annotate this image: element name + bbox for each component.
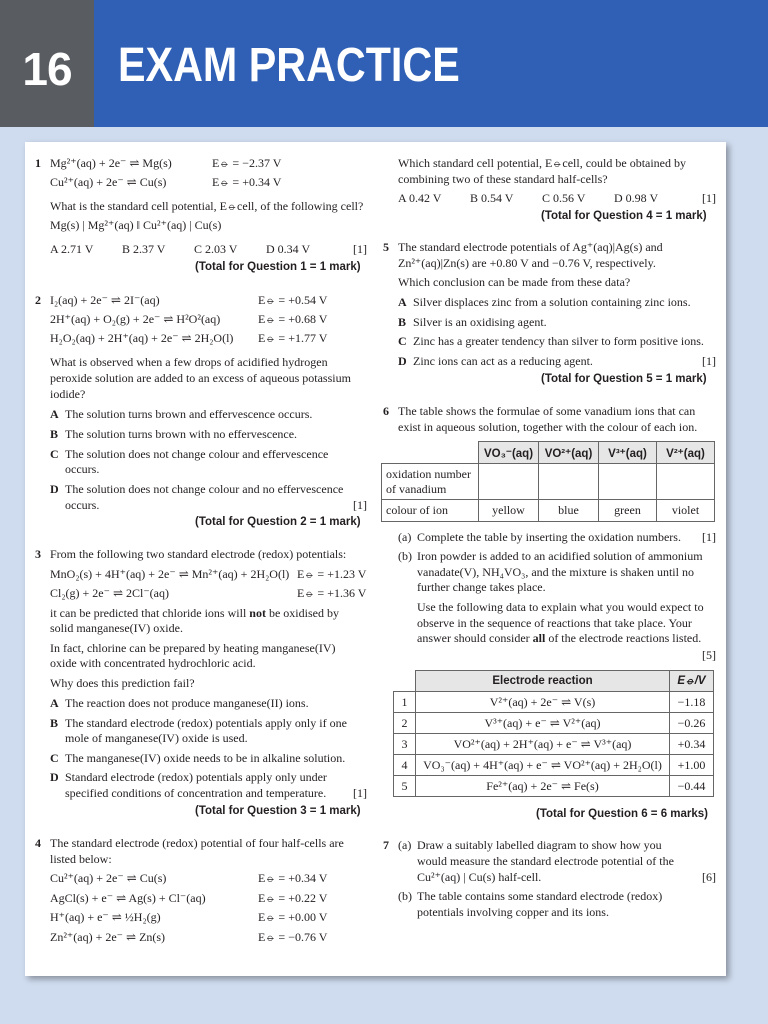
table-header-row — [382, 442, 715, 464]
part-a-text: Cu²⁺(aq) | Cu(s) half-cell. — [417, 870, 542, 884]
option-letter: C — [398, 334, 407, 348]
part-label: (b) — [398, 889, 412, 903]
part-a-text: Draw a suitably labelled diagram to show how you — [417, 838, 662, 852]
option-letter: A — [50, 407, 59, 421]
electrode-potential: E⦵ = +0.00 V — [258, 910, 328, 924]
chapter-header — [0, 0, 768, 127]
part-b-text: Use the following data to explain what you would expect to — [417, 600, 704, 614]
fact-text: oxide with concentrated hydrochloric acid. — [50, 656, 256, 670]
oxidation-number-cell[interactable] — [657, 464, 715, 500]
question-stem: exist in aqueous solution, together with the colour of each ion. — [398, 420, 698, 434]
row-number: 3 — [394, 734, 416, 755]
half-equation: MnO₂(s) + 4H⁺(aq) + 2e⁻ ⇌ Mn²⁺(aq) + 2H₂O(l) — [50, 567, 290, 581]
potential-value: −0.44 — [670, 776, 714, 797]
table-header: VO²⁺(aq) — [539, 442, 599, 464]
colour-cell: green — [599, 500, 657, 522]
mark-allocation: [6] — [702, 870, 716, 884]
table-header: Electrode reaction — [416, 671, 670, 692]
row-label: colour of ion — [382, 500, 479, 522]
question-total: (Total for Question 3 = 1 mark) — [195, 805, 361, 817]
table-row — [382, 464, 715, 500]
option-c[interactable]: The solution does not change colour and effervescence — [65, 447, 329, 461]
question-number: 3 — [35, 547, 41, 561]
option-a[interactable]: Silver displaces zinc from a solution containing zinc ions. — [413, 295, 691, 309]
option-c[interactable]: C 0.56 V — [542, 191, 586, 205]
electrode-potential: E⦵ = +1.36 V — [297, 586, 367, 600]
option-d-cont: specified conditions of concentration and temperature. — [65, 786, 327, 800]
mark-allocation: [1] — [353, 498, 367, 512]
electrode-potential: E⦵ = +1.23 V — [297, 567, 367, 581]
half-equation: Cu²⁺(aq) + 2e⁻ ⇌ Cu(s) — [50, 175, 167, 189]
electrode-reaction: VO₃⁻(aq) + 4H⁺(aq) + e⁻ ⇌ VO²⁺(aq) + 2H₂O(l) — [416, 755, 670, 776]
option-letter: D — [398, 354, 407, 368]
question-number: 5 — [383, 240, 389, 254]
option-b-cont: mole of manganese(IV) oxide is used. — [65, 731, 248, 745]
option-a[interactable]: The solution turns brown and effervescence occurs. — [65, 407, 313, 421]
mark-allocation: [1] — [353, 786, 367, 800]
option-a[interactable]: A 0.42 V — [398, 191, 442, 205]
half-equation: AgCl(s) + e⁻ ⇌ Ag(s) + Cl⁻(aq) — [50, 891, 206, 905]
part-b-text: Iron powder is added to an acidified solution of ammonium — [417, 549, 703, 563]
part-b-text: vanadate(V), NH₄VO₃, and the mixture is shaken until no — [417, 565, 694, 579]
table-row — [394, 692, 714, 713]
half-equation: I₂(aq) + 2e⁻ ⇌ 2I⁻(aq) — [50, 293, 160, 307]
electrode-potential: E⦵ = +0.22 V — [258, 891, 328, 905]
part-a-text: would measure the standard electrode potential of the — [417, 854, 674, 868]
question-stem: combining two of these standard half-cells? — [398, 172, 608, 186]
cell-diagram: Mg(s) | Mg²⁺(aq) ‖ Cu²⁺(aq) | Cu(s) — [50, 218, 222, 232]
half-equation: Cl₂(g) + 2e⁻ ⇌ 2Cl⁻(aq) — [50, 586, 169, 600]
row-number: 1 — [394, 692, 416, 713]
colour-cell: blue — [539, 500, 599, 522]
table-row — [394, 713, 714, 734]
question-prompt: Why does this prediction fail? — [50, 676, 195, 690]
part-label: (a) — [398, 838, 412, 852]
row-number: 4 — [394, 755, 416, 776]
table-row — [382, 500, 715, 522]
question-stem: Which conclusion can be made from these data? — [398, 275, 631, 289]
electrode-potential: E⦵ = −0.76 V — [258, 930, 328, 944]
question-number: 4 — [35, 836, 41, 850]
question-stem: iodide? — [50, 387, 86, 401]
row-number: 5 — [394, 776, 416, 797]
potential-value: +0.34 — [670, 734, 714, 755]
chapter-number: 16 — [0, 0, 94, 127]
oxidation-number-cell[interactable] — [539, 464, 599, 500]
mark-allocation: [5] — [702, 648, 716, 662]
table-header: VO₃⁻(aq) — [479, 442, 539, 464]
chapter-title: EXAM PRACTICE — [118, 39, 460, 92]
potential-value: −1.18 — [670, 692, 714, 713]
table-row — [394, 776, 714, 797]
option-letter: B — [398, 315, 407, 329]
half-equation: H₂O₂(aq) + 2H⁺(aq) + 2e⁻ ⇌ 2H₂O(l) — [50, 331, 234, 345]
question-total: (Total for Question 2 = 1 mark) — [195, 516, 361, 528]
option-b[interactable]: B 2.37 V — [122, 242, 166, 256]
electrode-reaction: V³⁺(aq) + e⁻ ⇌ V²⁺(aq) — [416, 713, 670, 734]
mark-allocation: [1] — [353, 242, 367, 256]
option-letter: C — [50, 447, 59, 461]
table-corner — [382, 442, 479, 464]
row-number: 2 — [394, 713, 416, 734]
question-stem: Zn²⁺(aq)|Zn(s) are +0.80 V and −0.76 V, respectively. — [398, 256, 656, 270]
option-d[interactable]: Zinc ions can act as a reducing agent. — [413, 354, 593, 368]
question-stem: From the following two standard electrode (redox) potentials: — [50, 547, 347, 561]
electrode-potential: E⦵ = −2.37 V — [212, 156, 282, 170]
potential-value: +1.00 — [670, 755, 714, 776]
table-row — [394, 755, 714, 776]
table-header: V³⁺(aq) — [599, 442, 657, 464]
question-stem: The standard electrode (redox) potential of four half-cells are — [50, 836, 344, 850]
table-corner — [394, 671, 416, 692]
electrode-potential: E⦵ = +0.68 V — [258, 312, 328, 326]
half-equation: Cu²⁺(aq) + 2e⁻ ⇌ Cu(s) — [50, 871, 167, 885]
option-c-cont: occurs. — [65, 462, 100, 476]
part-b-text: observe in the sequence of reactions that take place. Your — [417, 616, 692, 630]
electrode-potential: E⦵ = +1.77 V — [258, 331, 328, 345]
option-d[interactable]: D 0.98 V — [614, 191, 659, 205]
mark-allocation: [1] — [702, 530, 716, 544]
prediction-text: solid manganese(IV) oxide. — [50, 621, 183, 635]
question-stem: The table shows the formulae of some vanadium ions that can — [398, 404, 696, 418]
option-letter: B — [50, 427, 59, 441]
question-stem: peroxide solution are added to an excess of aqueous potassium — [50, 371, 351, 385]
option-a[interactable]: The reaction does not produce manganese(II) ions. — [65, 696, 309, 710]
prediction-text: it can be predicted that chloride ions will not be oxidised by — [50, 606, 339, 620]
fact-text: In fact, chlorine can be prepared by heating manganese(IV) — [50, 641, 336, 655]
table-header-row — [394, 671, 714, 692]
option-letter: A — [50, 696, 59, 710]
option-letter: B — [50, 716, 59, 730]
question-total: (Total for Question 1 = 1 mark) — [195, 261, 361, 273]
option-d[interactable]: The solution does not change colour and no effervescence — [65, 482, 344, 496]
option-d[interactable]: D 0.34 V — [266, 242, 311, 256]
part-a-text: Complete the table by inserting the oxidation numbers. — [417, 530, 681, 544]
option-c[interactable]: The manganese(IV) oxide needs to be in alkaline solution. — [65, 751, 346, 765]
electrode-reaction: V²⁺(aq) + 2e⁻ ⇌ V(s) — [416, 692, 670, 713]
electrode-potential: E⦵ = +0.34 V — [258, 871, 328, 885]
table-row — [394, 734, 714, 755]
half-equation: H⁺(aq) + e⁻ ⇌ ½H₂(g) — [50, 910, 161, 924]
electrode-reaction: VO²⁺(aq) + 2H⁺(aq) + e⁻ ⇌ V³⁺(aq) — [416, 734, 670, 755]
part-label: (b) — [398, 549, 412, 563]
colour-cell: violet — [657, 500, 715, 522]
electrode-potential: E⦵ = +0.34 V — [212, 175, 282, 189]
question-stem: What is the standard cell potential, E⦵cell, of the following cell? — [50, 199, 364, 213]
electrode-reaction-table — [393, 670, 714, 797]
electrode-reaction: Fe²⁺(aq) + 2e⁻ ⇌ Fe(s) — [416, 776, 670, 797]
table-header: E⦵/V — [670, 671, 714, 692]
question-number: 2 — [35, 293, 41, 307]
option-d-cont: occurs. — [65, 498, 100, 512]
option-letter: D — [50, 482, 59, 496]
question-total: (Total for Question 5 = 1 mark) — [541, 373, 707, 385]
question-stem: Which standard cell potential, E⦵cell, could be obtained by — [398, 156, 687, 170]
question-number: 1 — [35, 156, 41, 170]
table-header: V²⁺(aq) — [657, 442, 715, 464]
part-b-text: answer should consider all of the electrode reactions listed. — [417, 631, 702, 645]
colour-cell: yellow — [479, 500, 539, 522]
part-b-text: The table contains some standard electrode (redox) — [417, 889, 663, 903]
question-total: (Total for Question 6 = 6 marks) — [536, 808, 709, 820]
option-letter: D — [50, 770, 59, 784]
question-total: (Total for Question 4 = 1 mark) — [541, 210, 707, 222]
option-c[interactable]: Zinc has a greater tendency than silver to form positive ions. — [413, 334, 704, 348]
oxidation-number-cell[interactable] — [479, 464, 539, 500]
option-letter: C — [50, 751, 59, 765]
option-letter: A — [398, 295, 407, 309]
electrode-potential: E⦵ = +0.54 V — [258, 293, 328, 307]
half-equation: Mg²⁺(aq) + 2e⁻ ⇌ Mg(s) — [50, 156, 172, 170]
part-b-text: further change takes place. — [417, 580, 546, 594]
oxidation-number-cell[interactable] — [599, 464, 657, 500]
half-equation: Zn²⁺(aq) + 2e⁻ ⇌ Zn(s) — [50, 930, 166, 944]
option-b[interactable]: B 0.54 V — [470, 191, 514, 205]
option-d[interactable]: Standard electrode (redox) potentials apply only under — [65, 770, 327, 784]
option-b[interactable]: The solution turns brown with no effervescence. — [65, 427, 298, 441]
question-number: 6 — [383, 404, 389, 418]
exam-page — [25, 142, 726, 976]
question-number: 7 — [383, 838, 389, 852]
vanadium-ions-table — [381, 441, 715, 522]
option-c[interactable]: C 2.03 V — [194, 242, 238, 256]
option-b[interactable]: Silver is an oxidising agent. — [413, 315, 547, 329]
half-equation: 2H⁺(aq) + O₂(g) + 2e⁻ ⇌ H²O²(aq) — [50, 312, 221, 326]
question-stem: listed below: — [50, 852, 112, 866]
option-a[interactable]: A 2.71 V — [50, 242, 94, 256]
question-stem: What is observed when a few drops of acidified hydrogen — [50, 355, 328, 369]
question-stem: The standard electrode potentials of Ag⁺(aq)|Ag(s) and — [398, 240, 663, 254]
option-b[interactable]: The standard electrode (redox) potentials apply only if one — [65, 716, 347, 730]
mark-allocation: [1] — [702, 191, 716, 205]
row-label: oxidation number of vanadium — [382, 464, 479, 500]
mark-allocation: [1] — [702, 354, 716, 368]
part-b-text: potentials involving copper and its ions. — [417, 905, 609, 919]
potential-value: −0.26 — [670, 713, 714, 734]
part-label: (a) — [398, 530, 412, 544]
